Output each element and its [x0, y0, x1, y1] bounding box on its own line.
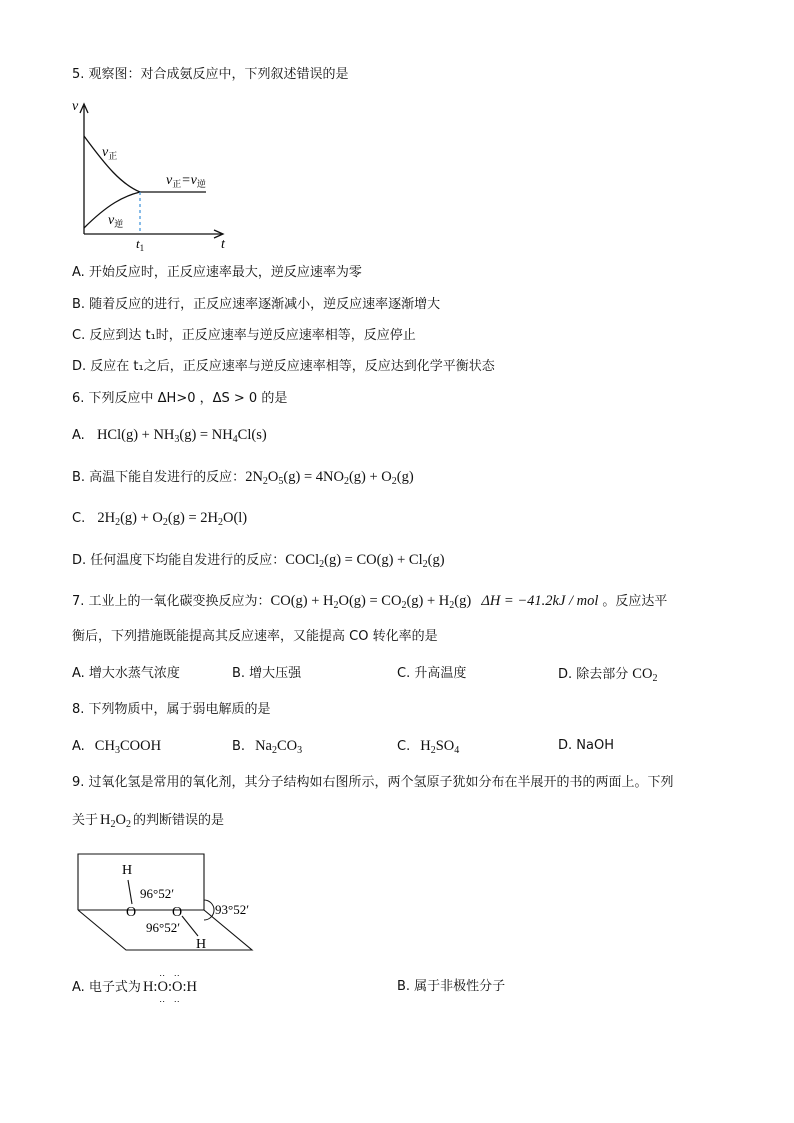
bond-o-h-right [182, 916, 198, 936]
h2o2-structure-figure [72, 850, 268, 956]
svg-text:t [221, 237, 226, 252]
q9-option-a: A. 电子式为 H: ‥ O ‥ : ‥ O ‥ :H [72, 968, 197, 1004]
q7-option-c: C. 升高温度 [397, 666, 467, 681]
t-axis-label: t [221, 237, 225, 252]
q8-option-c: C. $H_2SO_4$ [397, 738, 460, 756]
q8-option-a: A. $CH_3COOH$ [72, 738, 162, 756]
q6-c-equation: $2H_2(g) + O_2(g) = 2H_2O(l)$ [97, 510, 248, 528]
q5-option-b: B. 随着反应的进行，正反应速率逐渐减小，逆反应速率逐渐增大 [72, 297, 441, 312]
angle-bottom-label: 96°52′ [146, 920, 181, 935]
h-top-label: H [122, 863, 133, 878]
bond-h-o-left [128, 880, 132, 904]
q8-stem: 8. 下列物质中，属于弱电解质的是 [72, 702, 271, 717]
q5-option-c: C. 反应到达 t₁时，正反应速率与逆反应速率相等，反应停止 [72, 328, 416, 343]
q6-option-c: C. $2H_2(g) + O_2(g) = 2H_2O(l)$ [72, 510, 248, 528]
v-axis-label: v [72, 99, 79, 114]
q8-option-d: D. NaOH [558, 738, 614, 753]
velocity-time-graph [66, 96, 236, 252]
q7-option-d: D. 除去部分 $CO_2$ [558, 666, 658, 684]
q7-stem-cont: 衡后，下列措施既能提高其反应速率，又能提高 CO 转化率的是 [72, 629, 438, 644]
svg-text:H [122, 863, 132, 878]
q6-b-equation: $2N_2O_5(g) = 4NO_2(g) + O_2(g)$ [245, 469, 414, 487]
q7-option-a: A. 增大水蒸气浓度 [72, 666, 180, 681]
svg-text:93°52′ [215, 902, 249, 917]
q6-option-d: D. 任何温度下均能自发进行的反应：COCl$_2$(g) = $CO(g) + Cl_2(g)$ [72, 552, 445, 570]
q9-stem: 9. 过氧化氢是常用的氧化剂，其分子结构如右图所示，两个氢原子犹如分布在半展开的书的两面上。下列 [72, 775, 674, 790]
svg-text:O [126, 905, 136, 920]
q9-option-b: B. 属于非极性分子 [397, 979, 506, 994]
v-reverse-label: v [108, 213, 115, 228]
q5-option-a: A. 开始反应时，正反应速率最大，逆反应速率为零 [72, 265, 362, 280]
q6-option-b: B. 高温下能自发进行的反应：$2N_2O_5(g) = 4NO_2(g) + O_2(g)$ [72, 469, 414, 487]
q5-stem: 5. 观察图：对合成氨反应中，下列叙述错误的是 [72, 67, 349, 82]
q7-option-b: B. 增大压强 [232, 666, 302, 681]
q8-option-b: B. $Na_2CO_3$ [232, 738, 303, 756]
h-bottom-label: H [196, 937, 207, 952]
o-right-label: O [172, 905, 183, 920]
svg-text:v正=v逆: $v_正=v_逆$ [166, 173, 206, 189]
v-forward-curve [84, 136, 140, 192]
q6-option-a: A. $HCl(g) + NH_3(g) = NH_4Cl(s)$ [72, 427, 267, 445]
q9-stem-cont: 关于 $H_2O_2$ 的判断错误的是 [72, 812, 224, 830]
svg-text:H [196, 937, 206, 952]
svg-text:v逆: $v_逆$ [108, 213, 124, 229]
q7-enthalpy: ΔH = −41.2kJ / mol [481, 593, 599, 609]
q5-option-d: D. 反应在 t₁之后，正反应速率与逆反应速率相等，反应达到化学平衡状态 [72, 359, 495, 374]
svg-text:96°52′ [146, 920, 180, 935]
v-forward-label: v [102, 145, 109, 160]
q6-d-equation: COCl$_2$(g) = $CO(g) + Cl_2(g)$ [285, 552, 445, 570]
q6-a-equation: $HCl(g) + NH_3(g) = NH_4Cl(s)$ [96, 427, 267, 445]
angle-right-label: 93°52′ [215, 902, 250, 917]
equilibrium-label: v [166, 173, 173, 188]
q6-stem: 6. 下列反应中 ΔH>0 ，ΔS > 0 的是 [72, 391, 288, 406]
q7-equation: $CO(g) + H_2O(g) = CO_2(g) + H_2(g)$ [270, 593, 472, 611]
svg-text:v正: $v_正$ [102, 145, 118, 161]
angle-top-label: 96°52′ [140, 886, 175, 901]
h2o2-electron-formula: H: ‥ O ‥ : ‥ O ‥ :H [142, 968, 197, 1004]
q7-stem: 7. 工业上的一氧化碳变换反应为：$CO(g) + H_2O(g) = CO_2(g) + H_2(g) \Delta H = -41.2kJ$ / mol 。反应达平 [72, 593, 668, 611]
o-left-label: O [126, 905, 137, 920]
t1-label: t [136, 236, 140, 251]
svg-text:O [172, 905, 182, 920]
svg-text:t1: $t_1$ [136, 236, 145, 252]
svg-text:v [72, 99, 79, 114]
svg-text:96°52′ [140, 886, 174, 901]
